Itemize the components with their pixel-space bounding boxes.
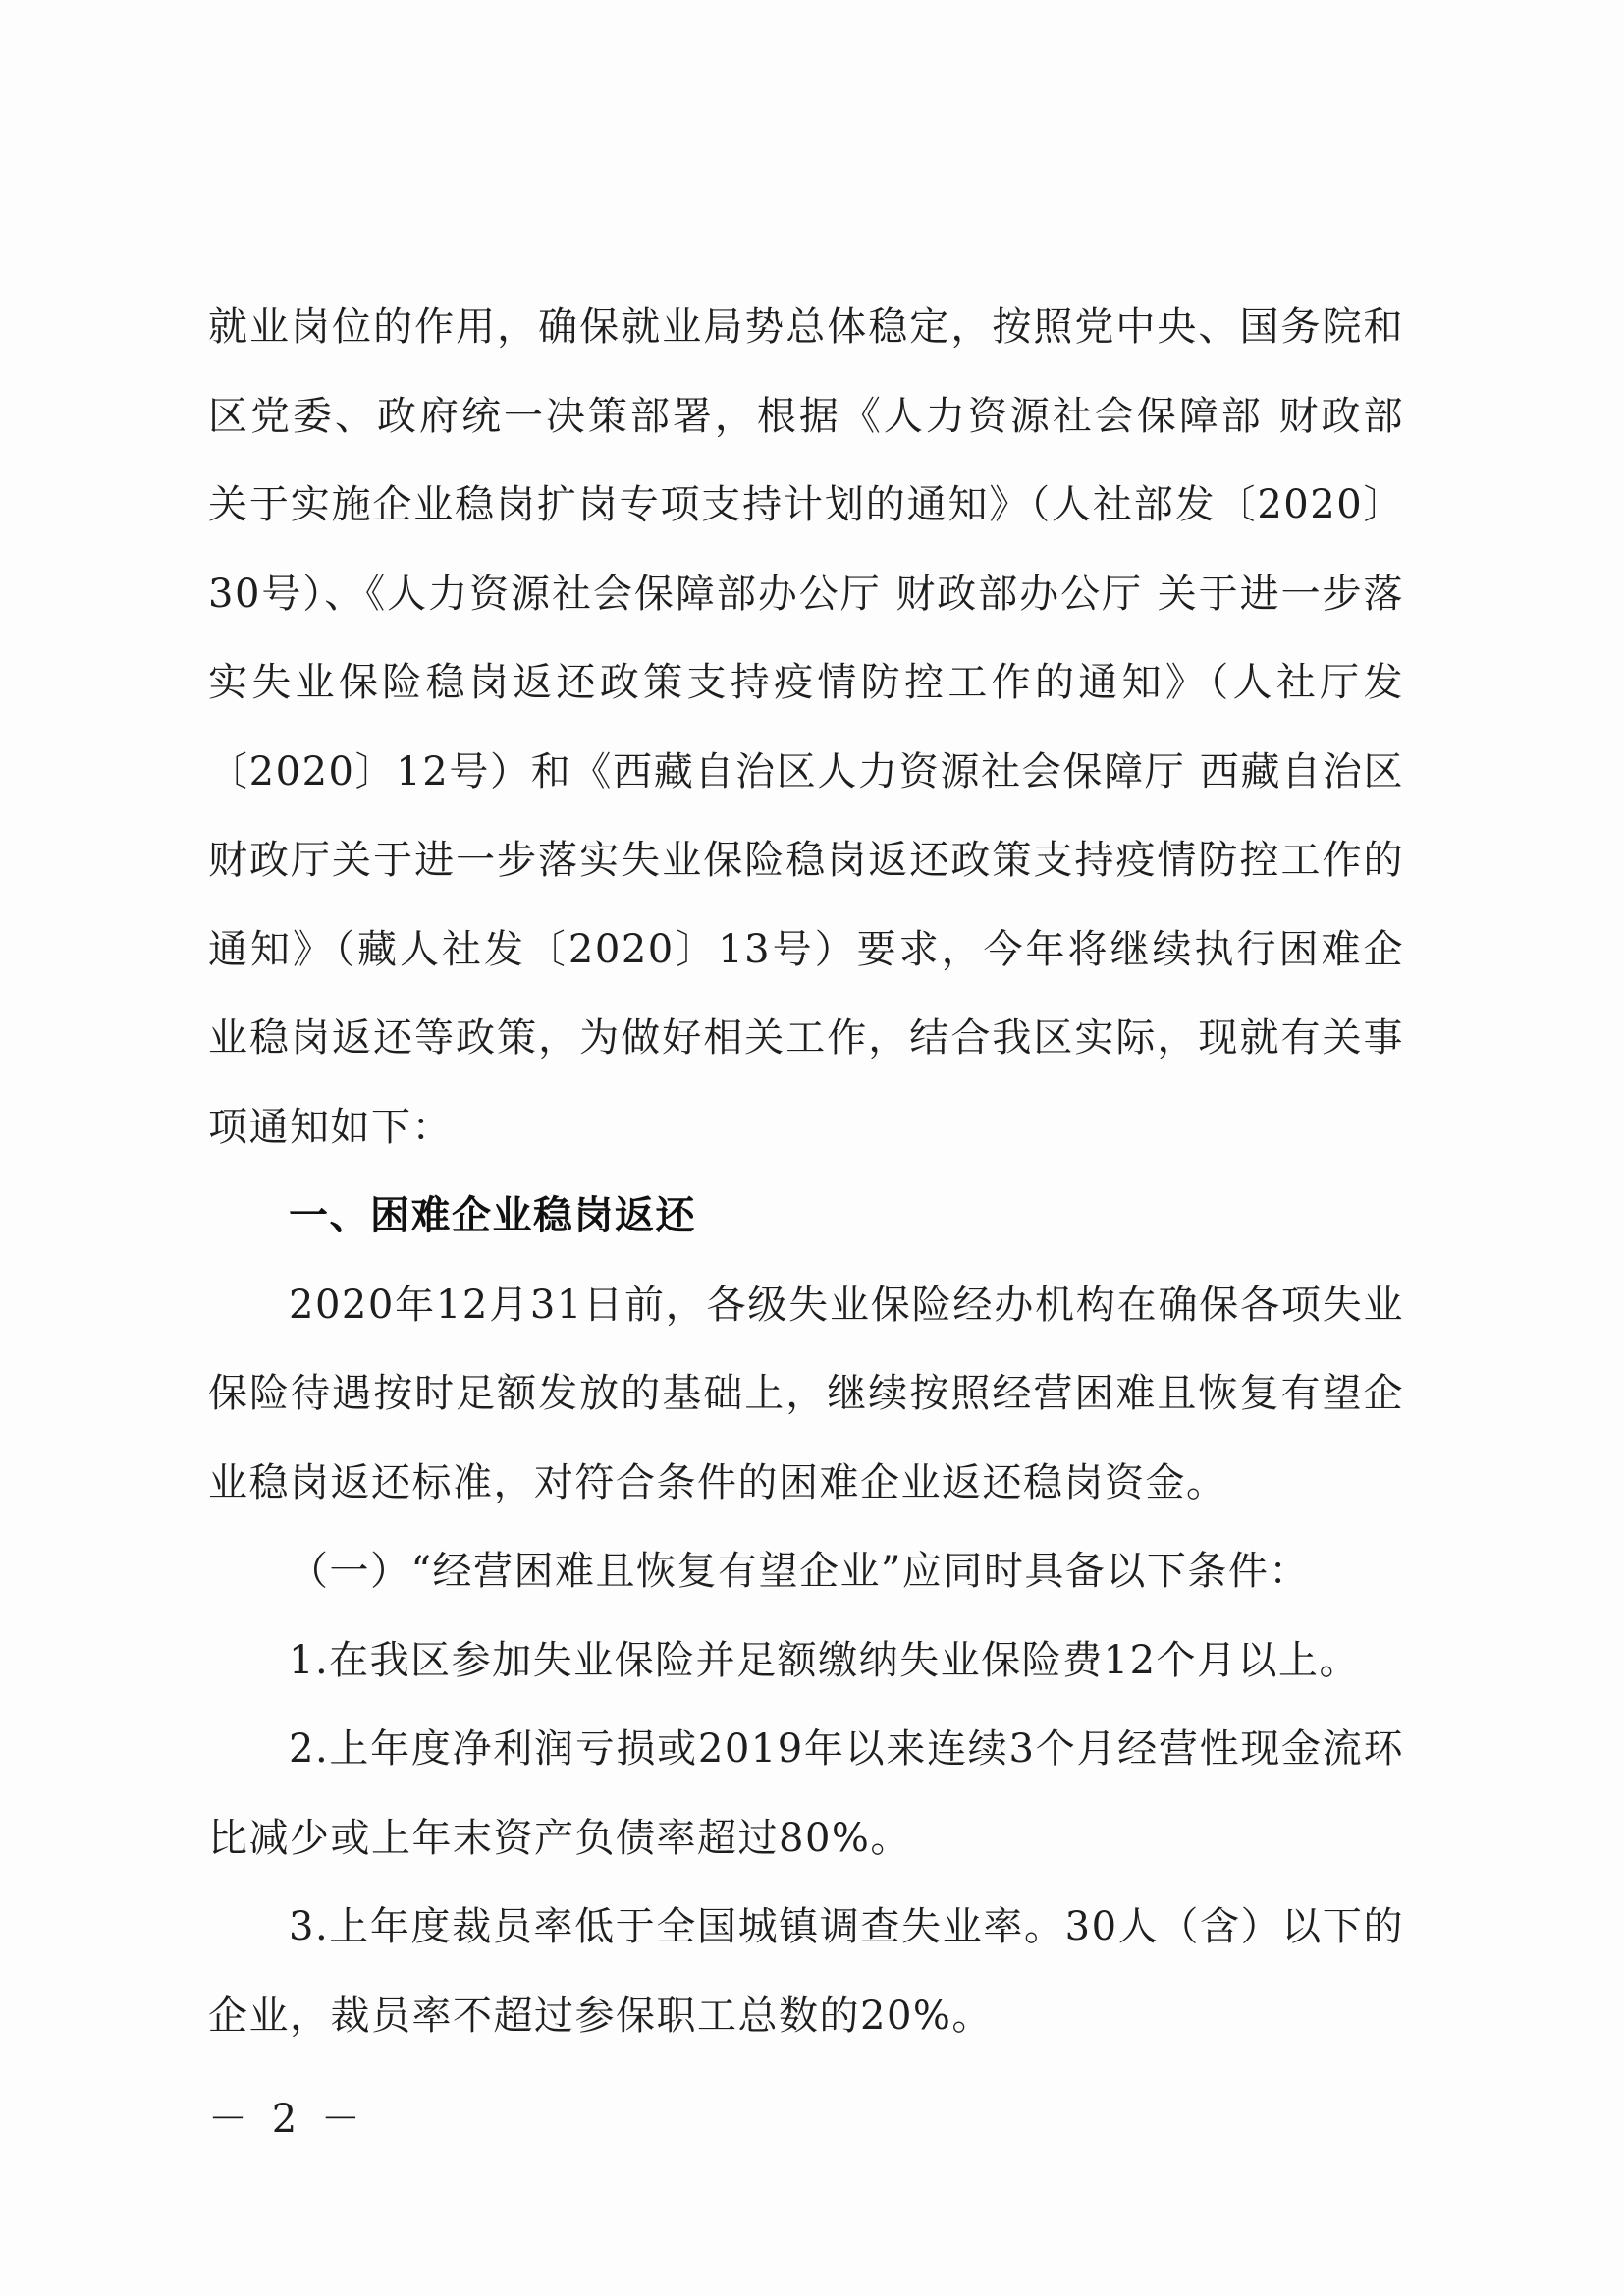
paragraph-intro: 就业岗位的作用，确保就业局势总体稳定，按照党中央、国务院和区党委、政府统一决策部署，根据《人力资源社会保障部 财政部 关于实施企业稳岗扩岗专项支持计划的通知》（人社部发〔2020〕30号）、《人力资源社会保障部办公厅 财政部办公厅 关于进一步落实失业保险稳岗返还政策支持疫情防控工作的通知》（人社厅发〔2020〕12号）和《西藏自治区人力资源社会保障厅 西藏自治区财政厅关于进一步落实失业保险稳岗返还政策支持疫情防控工作的通知》（藏人社发〔2020〕13号）要求，今年将继续执行困难企业稳岗返还等政策，为做好相关工作，结合我区实际，现就有关事项通知如下： <box>208 304 1404 1150</box>
page-number: － 2 － <box>208 2097 366 2142</box>
paragraph-condition-1: 1.在我区参加失业保险并足额缴纳失业保险费12个月以上。 <box>289 1637 1361 1683</box>
section-heading: 一、困难企业稳岗返还 <box>289 1193 696 1238</box>
document-body <box>208 283 1404 2060</box>
paragraph-conditions-intro: （一）“经营困难且恢复有望企业”应同时具备以下条件： <box>289 1549 1310 1594</box>
paragraph-condition-2: 2.上年度净利润亏损或2019年以来连续3个月经营性现金流环比减少或上年末资产负债率超过80%。 <box>208 1726 1404 1861</box>
paragraph-condition-3: 3.上年度裁员率低于全国城镇调查失业率。30人（含）以下的企业，裁员率不超过参保职工总数的20%。 <box>208 1904 1404 2039</box>
paragraph-deadline: 2020年12月31日前，各级失业保险经办机构在确保各项失业保险待遇按时足额发放的基础上，继续按照经营困难且恢复有望企业稳岗返还标准，对符合条件的困难企业返还稳岗资金。 <box>208 1282 1404 1505</box>
